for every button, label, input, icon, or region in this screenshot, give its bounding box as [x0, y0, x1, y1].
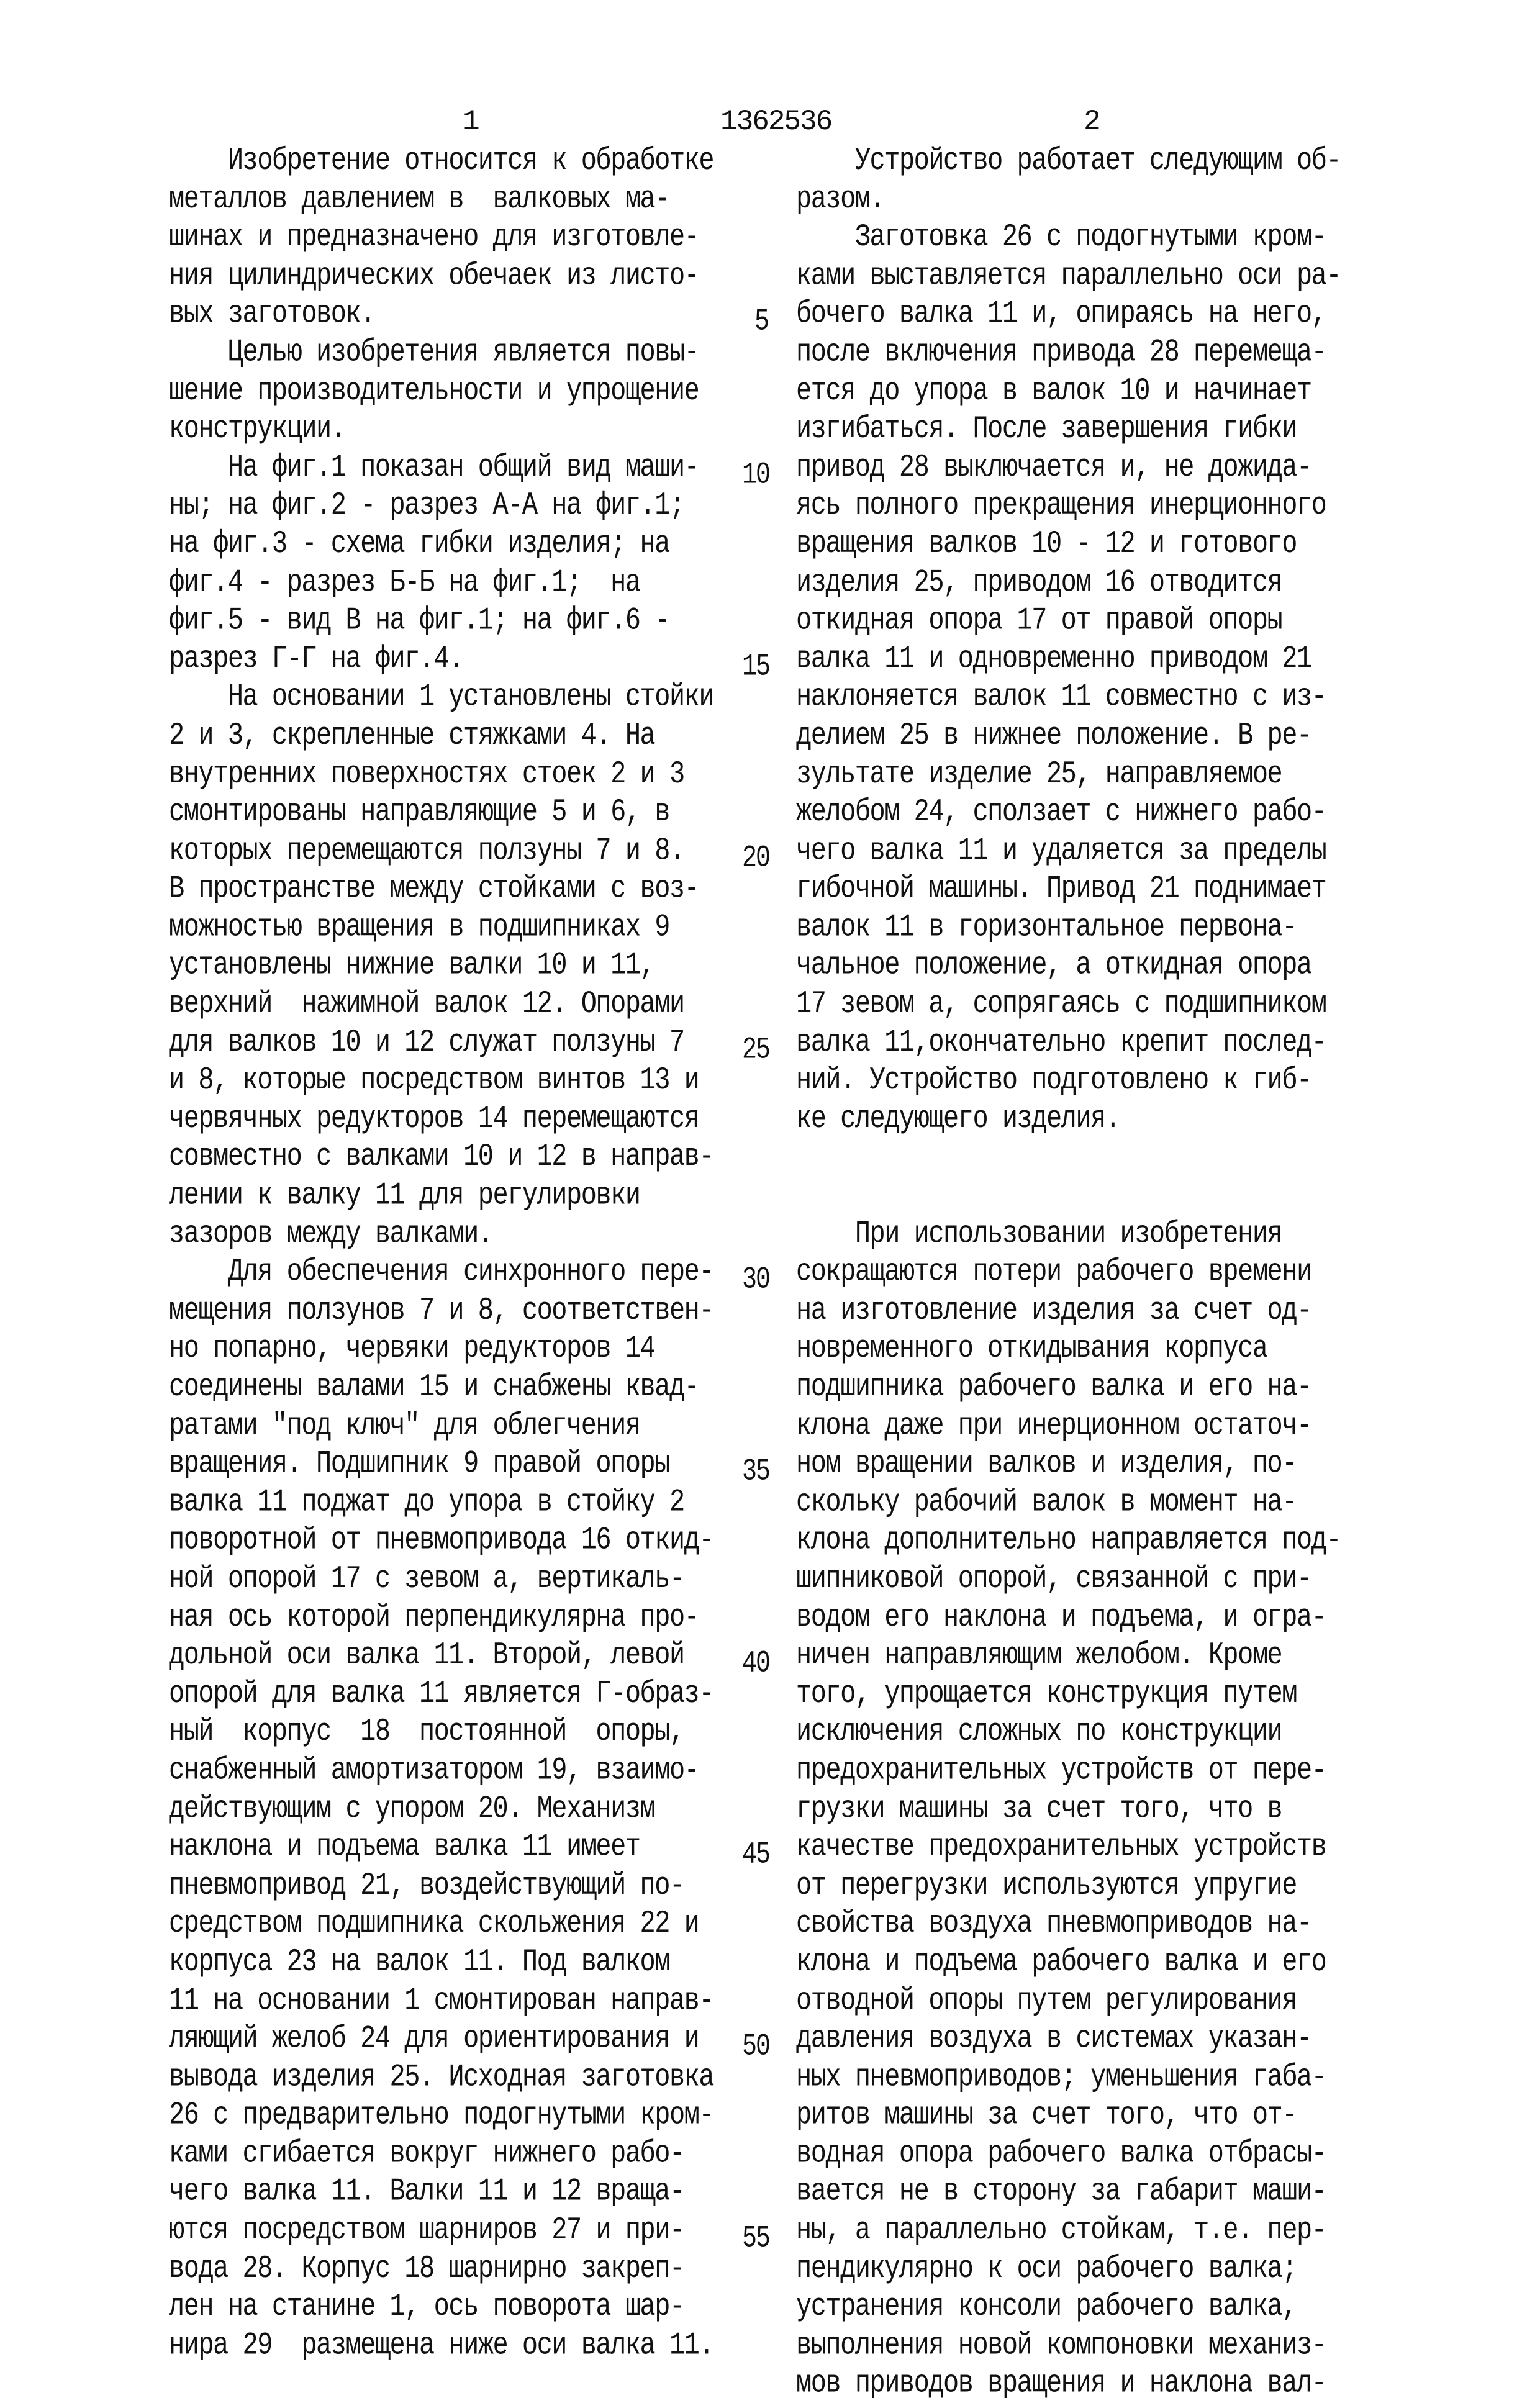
text-line: ются посредством шарниров 27 и при-	[169, 2211, 728, 2250]
text-line: ния цилиндрических обечаек из листо-	[169, 256, 728, 295]
page-number-left: 1	[463, 104, 479, 139]
line-number: 50	[742, 2029, 769, 2067]
text-line: ляющий желоб 24 для ориентирования и	[169, 2019, 728, 2058]
left-text-column	[169, 142, 728, 2365]
text-line: пневмопривод 21, воздействующий по-	[169, 1867, 728, 1905]
text-line: ных пневмоприводов; уменьшения габа-	[796, 2058, 1367, 2096]
text-line: зазоров между валками.	[169, 1215, 728, 1253]
text-line: шипниковой опорой, связанной с при-	[796, 1560, 1367, 1598]
text-line: корпуса 23 на валок 11. Под валком	[169, 1943, 728, 1981]
text-line: скольку рабочий валок в момент на-	[796, 1483, 1367, 1521]
text-line: после включения привода 28 перемеща-	[796, 333, 1367, 372]
text-line: для валков 10 и 12 служат ползуны 7	[169, 1023, 728, 1062]
text-line: опорой для валка 11 является Г-образ-	[169, 1675, 728, 1713]
text-line: валка 11,окончательно крепит послед-	[796, 1023, 1367, 1062]
text-line: клона и подъема рабочего валка и его	[796, 1943, 1367, 1981]
text-line: валка 11 поджат до упора в стойку 2	[169, 1483, 728, 1521]
text-line: На основании 1 установлены стойки	[169, 678, 728, 717]
text-line: ками выставляется параллельно оси ра-	[796, 256, 1367, 295]
text-line: Для обеспечения синхронного пере-	[169, 1253, 728, 1292]
text-line: можностью вращения в подшипниках 9	[169, 908, 728, 946]
text-line: желобом 24, сползает с нижнего рабо-	[796, 793, 1367, 831]
text-line: ничен направляющим желобом. Кроме	[796, 1636, 1367, 1675]
text-line: 2 и 3, скрепленные стяжками 4. На	[169, 717, 728, 755]
text-line: снабженный амортизатором 19, взаимо-	[169, 1751, 728, 1790]
text-line: наклоняется валок 11 совместно с из-	[796, 678, 1367, 717]
page-number-right: 2	[1084, 104, 1100, 139]
text-line: разрез Г-Г на фиг.4.	[169, 640, 728, 678]
text-line: действующим с упором 20. Механизм	[169, 1790, 728, 1828]
text-line: ке следующего изделия.	[796, 1100, 1367, 1138]
line-number: 30	[742, 1262, 769, 1300]
text-line: изделия 25, приводом 16 отводится	[796, 563, 1367, 602]
text-line: шение производительности и упрощение	[169, 371, 728, 410]
text-line: от перегрузки используются упругие	[796, 1867, 1367, 1905]
text-line: давления воздуха в системах указан-	[796, 2019, 1367, 2058]
text-line: металлов давлением в валковых ма-	[169, 180, 728, 219]
text-line: выполнения новой компоновки механиз-	[796, 2326, 1367, 2365]
text-line: совместно с валками 10 и 12 в направ-	[169, 1138, 728, 1177]
line-number: 15	[742, 649, 769, 687]
text-line: ритов машины за счет того, что от-	[796, 2096, 1367, 2135]
text-line: чальное положение, а откидная опора	[796, 946, 1367, 985]
text-line: 11 на основании 1 смонтирован направ-	[169, 1981, 728, 2020]
text-line: вается не в сторону за габарит маши-	[796, 2173, 1367, 2211]
text-line: на изготовление изделия за счет од-	[796, 1292, 1367, 1330]
text-line: установлены нижние валки 10 и 11,	[169, 946, 728, 985]
text-line: зультате изделие 25, направляемое	[796, 755, 1367, 794]
text-line: ны, а параллельно стойкам, т.е. пер-	[796, 2211, 1367, 2250]
text-line: Заготовка 26 с подогнутыми кром-	[796, 218, 1367, 256]
text-line: делием 25 в нижнее положение. В ре-	[796, 717, 1367, 755]
text-line: конструкции.	[169, 410, 728, 448]
text-line	[796, 1177, 1367, 1215]
text-line: поворотной от пневмопривода 16 откид-	[169, 1521, 728, 1560]
text-line: исключения сложных по конструкции	[796, 1713, 1367, 1752]
text-line: нира 29 размещена ниже оси валка 11.	[169, 2326, 728, 2365]
text-line: бочего валка 11 и, опираясь на него,	[796, 295, 1367, 333]
text-line: устранения консоли рабочего валка,	[796, 2288, 1367, 2327]
text-line: смонтированы направляющие 5 и 6, в	[169, 793, 728, 831]
text-line: вода 28. Корпус 18 шарнирно закреп-	[169, 2250, 728, 2288]
text-line: Устройство работает следующим об-	[796, 142, 1367, 180]
line-number: 25	[742, 1032, 769, 1070]
text-line: новременного откидывания корпуса	[796, 1329, 1367, 1368]
text-line: мещения ползунов 7 и 8, соответствен-	[169, 1292, 728, 1330]
line-number: 45	[742, 1837, 769, 1875]
text-line: ны; на фиг.2 - разрез А-А на фиг.1;	[169, 487, 728, 525]
text-line: изгибаться. После завершения гибки	[796, 410, 1367, 448]
text-line: на фиг.3 - схема гибки изделия; на	[169, 525, 728, 563]
text-line: ратами "под ключ" для облегчения	[169, 1406, 728, 1445]
text-line: чего валка 11 и удаляется за пределы	[796, 831, 1367, 870]
text-line: фиг.5 - вид В на фиг.1; на фиг.6 -	[169, 602, 728, 640]
text-line: грузки машины за счет того, что в	[796, 1790, 1367, 1828]
text-line: отводной опоры путем регулирования	[796, 1981, 1367, 2020]
text-line: гибочной машины. Привод 21 поднимает	[796, 870, 1367, 908]
text-line: чего валка 11. Валки 11 и 12 враща-	[169, 2173, 728, 2211]
text-line: свойства воздуха пневмоприводов на-	[796, 1904, 1367, 1943]
text-line: которых перемещаются ползуны 7 и 8.	[169, 831, 728, 870]
text-line: ном вращении валков и изделия, по-	[796, 1445, 1367, 1483]
text-line: лении к валку 11 для регулировки	[169, 1177, 728, 1215]
text-line: наклона и подъема валка 11 имеет	[169, 1828, 728, 1867]
text-line: сокращаются потери рабочего времени	[796, 1253, 1367, 1292]
line-number: 55	[742, 2220, 769, 2259]
text-line: водом его наклона и подъема, и огра-	[796, 1598, 1367, 1637]
text-line: фиг.4 - разрез Б-Б на фиг.1; на	[169, 563, 728, 602]
text-line: ется до упора в валок 10 и начинает	[796, 371, 1367, 410]
text-line: пендикулярно к оси рабочего валка;	[796, 2250, 1367, 2288]
text-line: ками сгибается вокруг нижнего рабо-	[169, 2135, 728, 2173]
text-line: и 8, которые посредством винтов 13 и	[169, 1061, 728, 1100]
text-line: средством подшипника скольжения 22 и	[169, 1904, 728, 1943]
line-number: 35	[742, 1454, 769, 1492]
text-line: качестве предохранительных устройств	[796, 1828, 1367, 1867]
text-line: клона дополнительно направляется под-	[796, 1521, 1367, 1560]
text-line: но попарно, червяки редукторов 14	[169, 1329, 728, 1368]
text-line: вывода изделия 25. Исходная заготовка	[169, 2058, 728, 2096]
line-number: 5	[754, 304, 768, 342]
text-line: валка 11 и одновременно приводом 21	[796, 640, 1367, 678]
text-line: водная опора рабочего валка отбрасы-	[796, 2135, 1367, 2173]
text-line: 26 с предварительно подогнутыми кром-	[169, 2096, 728, 2135]
text-line: Целью изобретения является повы-	[169, 333, 728, 372]
text-line: Изобретение относится к обработке	[169, 142, 728, 180]
text-line: внутренних поверхностях стоек 2 и 3	[169, 755, 728, 794]
text-line: подшипника рабочего валка и его на-	[796, 1368, 1367, 1406]
text-line: В пространстве между стойками с воз-	[169, 870, 728, 908]
text-line: откидная опора 17 от правой опоры	[796, 602, 1367, 640]
text-line	[796, 1138, 1367, 1177]
text-line: дольной оси валка 11. Второй, левой	[169, 1636, 728, 1675]
text-line: разом.	[796, 180, 1367, 219]
line-number: 20	[742, 840, 769, 879]
text-line: ный корпус 18 постоянной опоры,	[169, 1713, 728, 1752]
text-line: мов приводов вращения и наклона вал-	[796, 2365, 1367, 2403]
text-line: 17 зевом а, сопрягаясь с подшипником	[796, 985, 1367, 1023]
text-line: соединены валами 15 и снабжены квад-	[169, 1368, 728, 1406]
text-line: ний. Устройство подготовлено к гиб-	[796, 1061, 1367, 1100]
text-line: ясь полного прекращения инерционного	[796, 487, 1367, 525]
text-line: шинах и предназначено для изготовле-	[169, 218, 728, 256]
text-line: того, упрощается конструкция путем	[796, 1675, 1367, 1713]
text-line: вращения валков 10 - 12 и готового	[796, 525, 1367, 563]
text-line: валок 11 в горизонтальное первона-	[796, 908, 1367, 946]
text-line: При использовании изобретения	[796, 1215, 1367, 1253]
line-number: 10	[742, 457, 769, 496]
text-line: верхний нажимной валок 12. Опорами	[169, 985, 728, 1023]
patent-number: 1362536	[720, 104, 831, 139]
text-line: привод 28 выключается и, не дожида-	[796, 448, 1367, 487]
text-line: клона даже при инерционном остаточ-	[796, 1406, 1367, 1445]
text-line: ная ось которой перпендикулярна про-	[169, 1598, 728, 1637]
text-line: червячных редукторов 14 перемещаются	[169, 1100, 728, 1138]
text-line: На фиг.1 показан общий вид маши-	[169, 448, 728, 487]
right-text-column	[796, 142, 1367, 2403]
text-line: предохранительных устройств от пере-	[796, 1751, 1367, 1790]
text-line: лен на станине 1, ось поворота шар-	[169, 2288, 728, 2327]
text-line: вых заготовок.	[169, 295, 728, 333]
text-line: ной опорой 17 с зевом а, вертикаль-	[169, 1560, 728, 1598]
text-line: вращения. Подшипник 9 правой опоры	[169, 1445, 728, 1483]
line-number: 40	[742, 1645, 769, 1684]
